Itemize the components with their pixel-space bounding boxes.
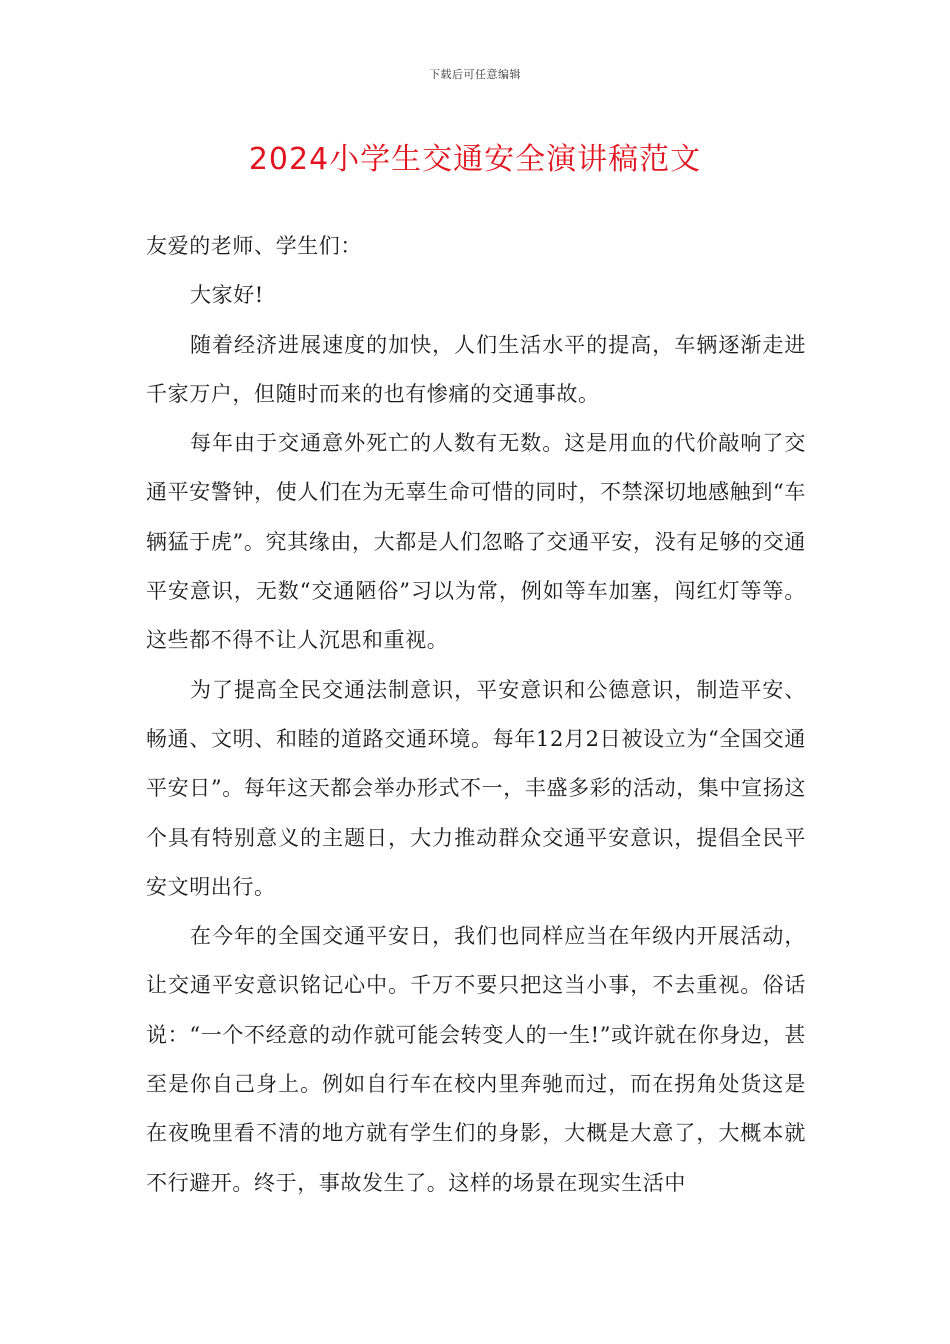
paragraph-3: 为了提高全民交通法制意识，平安意识和公德意识，制造平安、畅通、文明、和睦的道路交通环境。每年12月2日被设立为“全国交通平安日”。每年这天都会举办形式不一，丰盛多彩的活动，集中宣扬这个具有特别意义的主题日，大力推动群众交通平安意识，提倡全民平安文明出行。 [146, 677, 806, 899]
paragraph-greeting: 大家好! [190, 283, 264, 308]
header-note: 下载后可任意编辑 [429, 68, 521, 81]
paragraph-4: 在今年的全国交通平安日，我们也同样应当在年级内开展活动，让交通平安意识铭记心中。千万不要只把这当小事，不去重视。俗话说：“一个不经意的动作就可能会转变人的一生!”或许就在你身边，甚至是你自己身上。例如自行车在校内里奔驰而过，而在拐角处货这是在夜晚里看不清的地方就有学生们的身影，大概是大意了，大概本就不行避开。终于，事故发生了。这样的场景在现实生活中 [146, 924, 806, 1195]
document-title: 2024小学生交通安全演讲稿范文 [248, 142, 702, 177]
document-body [146, 222, 806, 1208]
paragraph-2: 每年由于交通意外死亡的人数有无数。这是用血的代价敲响了交通平安警钟，使人们在为无辜生命可惜的同时，不禁深切地感触到“车辆猛于虎”。究其缘由，大都是人们忽略了交通平安，没有足够的交通平安意识，无数“交通陋俗”习以为常，例如等车加塞，闯红灯等等。这些都不得不让人沉思和重视。 [146, 431, 806, 653]
salutation: 友爱的老师、学生们： [146, 234, 362, 258]
paragraph-1: 随着经济进展速度的加快，人们生活水平的提高，车辆逐渐走进千家万户，但随时而来的也有惨痛的交通事故。 [146, 332, 806, 406]
